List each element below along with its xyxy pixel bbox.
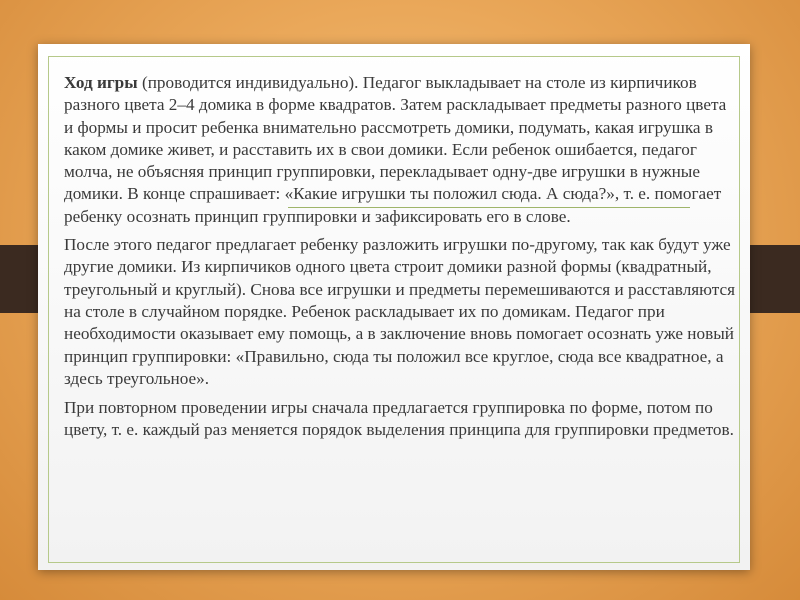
slide-text [64, 72, 738, 442]
right-dark-bar [750, 245, 800, 313]
paragraph-2: После этого педагог предлагает ребенку разложить игрушки по-другому, так как будут уже другие домики. Из кирпичиков одного цвета строит домики разной формы (квадратный, треугольный и круглый). Снова все игрушки и предметы перемешиваются и расставляются на столе в случайном порядке. Ребенок раскладывает их по домикам. Педагог при необходимости оказывает ему помощь, а в заключение вновь помогает осознать уже новый принцип группировки: «Правильно, сюда ты положил все круглое, сюда все квадратное, а здесь треугольное». [64, 235, 736, 388]
paragraph-1-body: (проводится индивидуально). Педагог выкладывает на столе из кирпичиков разного цвета 2–4 домика в форме квадратов. Затем раскладывает предметы разного цвета и формы и просит ребенка внимательно рассмотреть домики, подумать, какая игрушка в каком домике живет, и расставить их в свои домики. Если ребенок ошибается, педагог молча, не объясняя принцип группировки, перекладывает одну-две игрушки в нужные домики. В конце спрашивает: «Какие игрушки ты положил сюда. А сюда?», т. е. помогает ребенку осознать принцип группировки и зафиксировать его в слове. [64, 73, 727, 226]
paragraph-3: При повторном проведении игры сначала предлагается группировка по форме, потом по цвету, т. е. каждый раз меняется порядок выделения принципа для группировки предметов. [64, 398, 734, 440]
paragraph-1 [64, 72, 738, 228]
left-dark-bar [0, 245, 38, 313]
paragraph-1-heading: Ход игры [64, 73, 138, 92]
